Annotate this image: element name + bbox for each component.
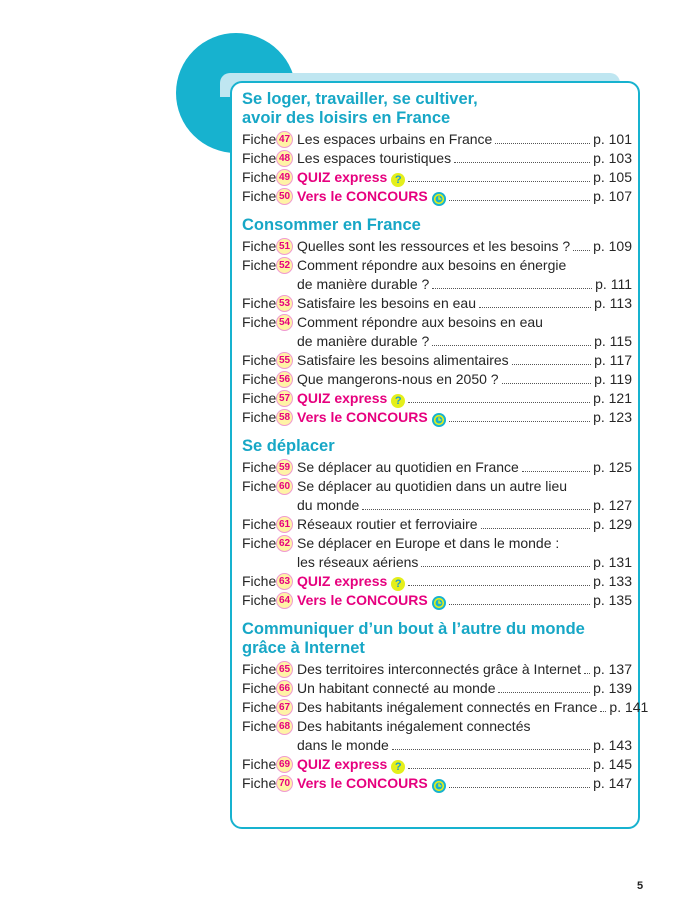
- section-title: Consommer en France: [242, 216, 421, 234]
- page-reference: p. 101: [593, 131, 632, 147]
- fiche-label: Fiche: [242, 775, 277, 791]
- toc-entry[interactable]: [242, 515, 632, 534]
- page-reference: p. 111: [595, 276, 632, 292]
- toc-entry[interactable]: [242, 698, 649, 717]
- fiche-number-badge: 61: [276, 516, 293, 533]
- fiche-title: Se déplacer en Europe et dans le monde :: [297, 535, 560, 551]
- fiche-title: de manière durable ?: [297, 276, 430, 292]
- fiche-number-badge: 53: [276, 295, 293, 312]
- page-reference: p. 119: [594, 371, 632, 387]
- fiche-title: Que mangerons-nous en 2050 ?: [297, 371, 499, 387]
- fiche-title: de manière durable ?: [297, 333, 430, 349]
- fiche-label: Fiche: [242, 478, 277, 494]
- fiche-number-badge: 68: [276, 718, 293, 735]
- toc-entry[interactable]: [242, 534, 632, 572]
- fiche-number-badge: 69: [276, 756, 293, 773]
- fiche-number-badge: 65: [276, 661, 293, 678]
- fiche-title: Des territoires interconnectés grâce à Internet: [297, 661, 582, 677]
- fiche-label: Fiche: [242, 680, 277, 696]
- section-title: avoir des loisirs en France: [242, 109, 451, 127]
- fiche-title: Des habitants inégalement connectés: [297, 718, 531, 734]
- toc-entry[interactable]: [242, 591, 632, 610]
- dot-leader: [449, 787, 590, 788]
- fiche-label: Fiche: [242, 699, 277, 715]
- fiche-label: Fiche: [242, 718, 277, 734]
- toc-entry[interactable]: [242, 149, 632, 168]
- section-title: Se déplacer: [242, 437, 335, 455]
- fiche-title: dans le monde: [297, 737, 389, 753]
- toc-entry[interactable]: [242, 774, 632, 793]
- toc-entry[interactable]: [242, 237, 632, 256]
- toc-section: [242, 216, 632, 427]
- dot-leader: [449, 200, 590, 201]
- toc-entry[interactable]: [242, 187, 632, 206]
- toc-entry[interactable]: [242, 660, 632, 679]
- fiche-label: Fiche: [242, 459, 277, 475]
- fiche-label: Fiche: [242, 409, 277, 425]
- dot-leader: [502, 383, 592, 384]
- fiche-label: Fiche: [242, 661, 277, 677]
- page-reference: p. 115: [594, 333, 632, 349]
- dot-leader: [392, 749, 590, 750]
- dot-leader: [449, 604, 590, 605]
- dot-leader: [512, 364, 591, 365]
- page-reference: p. 147: [593, 775, 632, 791]
- page-reference: p. 117: [594, 352, 632, 368]
- quiz-express-title: QUIZ express: [297, 390, 388, 406]
- fiche-title: Des habitants inégalement connectés en France: [297, 699, 598, 715]
- question-mark-icon: ?: [391, 173, 405, 187]
- fiche-label: Fiche: [242, 295, 277, 311]
- fiche-label: Fiche: [242, 516, 277, 532]
- dot-leader: [421, 566, 590, 567]
- toc-entry[interactable]: [242, 717, 632, 755]
- fiche-number-badge: 70: [276, 775, 293, 792]
- fiche-number-badge: 63: [276, 573, 293, 590]
- concours-title: Vers le CONCOURS: [297, 409, 428, 425]
- fiche-title: Satisfaire les besoins en eau: [297, 295, 476, 311]
- dot-leader: [408, 585, 590, 586]
- quiz-express-title: QUIZ express: [297, 169, 388, 185]
- fiche-title: Se déplacer au quotidien en France: [297, 459, 519, 475]
- fiche-label: Fiche: [242, 169, 277, 185]
- fiche-number-badge: 60: [276, 478, 293, 495]
- fiche-number-badge: 59: [276, 459, 293, 476]
- fiche-number-badge: 64: [276, 592, 293, 609]
- dot-leader: [449, 421, 590, 422]
- page-reference: p. 129: [593, 516, 632, 532]
- toc-entry[interactable]: [242, 477, 632, 515]
- section-title: Communiquer d’un bout à l’autre du monde: [242, 620, 585, 638]
- fiche-number-badge: 55: [276, 352, 293, 369]
- toc-section: [242, 90, 632, 206]
- page-reference: p. 105: [593, 169, 632, 185]
- dot-leader: [432, 345, 591, 346]
- dot-leader: [584, 673, 590, 674]
- toc-entry[interactable]: [242, 256, 632, 294]
- quiz-express-title: QUIZ express: [297, 573, 388, 589]
- toc-entry[interactable]: [242, 313, 632, 351]
- dot-leader: [522, 471, 590, 472]
- toc-entry[interactable]: [242, 458, 632, 477]
- page-reference: p. 121: [593, 390, 632, 406]
- fiche-label: Fiche: [242, 238, 277, 254]
- fiche-number-badge: 67: [276, 699, 293, 716]
- dot-leader: [495, 143, 590, 144]
- fiche-number-badge: 51: [276, 238, 293, 255]
- toc-entry[interactable]: [242, 130, 632, 149]
- fiche-title: Satisfaire les besoins alimentaires: [297, 352, 509, 368]
- dot-leader: [498, 692, 590, 693]
- fiche-label: Fiche: [242, 573, 277, 589]
- question-mark-icon: ?: [391, 394, 405, 408]
- fiche-number-badge: 52: [276, 257, 293, 274]
- toc-entry[interactable]: [242, 294, 632, 313]
- page-reference: p. 127: [593, 497, 632, 513]
- fiche-number-badge: 48: [276, 150, 293, 167]
- page-reference: p. 125: [593, 459, 632, 475]
- fiche-title: Réseaux routier et ferroviaire: [297, 516, 478, 532]
- fiche-label: Fiche: [242, 188, 277, 204]
- dot-leader: [479, 307, 591, 308]
- page-reference: p. 145: [593, 756, 632, 772]
- fiche-title: Les espaces touristiques: [297, 150, 452, 166]
- toc-entry[interactable]: [242, 755, 632, 774]
- fiche-label: Fiche: [242, 390, 277, 406]
- dot-leader: [454, 162, 590, 163]
- dot-leader: [481, 528, 591, 529]
- page-reference: p. 135: [593, 592, 632, 608]
- dot-leader: [362, 509, 590, 510]
- page-reference: p. 123: [593, 409, 632, 425]
- fiche-title: Un habitant connecté au monde: [297, 680, 496, 696]
- fiche-label: Fiche: [242, 131, 277, 147]
- toc-entry[interactable]: [242, 389, 632, 408]
- dot-leader: [408, 768, 590, 769]
- fiche-label: Fiche: [242, 352, 277, 368]
- page-reference: p. 143: [593, 737, 632, 753]
- section-title: Se loger, travailler, se cultiver,: [242, 90, 478, 108]
- dot-leader: [600, 711, 606, 712]
- page-reference: p. 131: [593, 554, 632, 570]
- page-number: 5: [637, 880, 644, 892]
- dot-leader: [573, 250, 590, 251]
- fiche-label: Fiche: [242, 535, 277, 551]
- fiche-number-badge: 47: [276, 131, 293, 148]
- page-reference: p. 141: [609, 699, 649, 715]
- fiche-number-badge: 66: [276, 680, 293, 697]
- question-mark-icon: ?: [391, 760, 405, 774]
- fiche-number-badge: 50: [276, 188, 293, 205]
- fiche-number-badge: 58: [276, 409, 293, 426]
- toc-entry[interactable]: [242, 408, 632, 427]
- page-reference: p. 133: [593, 573, 632, 589]
- fiche-label: Fiche: [242, 150, 277, 166]
- fiche-title: Les espaces urbains en France: [297, 131, 493, 147]
- clock-icon: [432, 413, 446, 427]
- fiche-number-badge: 54: [276, 314, 293, 331]
- fiche-title: Comment répondre aux besoins en énergie: [297, 257, 567, 273]
- concours-title: Vers le CONCOURS: [297, 775, 428, 791]
- fiche-label: Fiche: [242, 257, 277, 273]
- fiche-number-badge: 56: [276, 371, 293, 388]
- concours-title: Vers le CONCOURS: [297, 188, 428, 204]
- fiche-label: Fiche: [242, 756, 277, 772]
- toc-entry[interactable]: [242, 351, 632, 370]
- fiche-title: Comment répondre aux besoins en eau: [297, 314, 543, 330]
- toc-section: [242, 437, 632, 610]
- dot-leader: [408, 402, 590, 403]
- page-reference: p. 107: [593, 188, 632, 204]
- page-reference: p. 109: [593, 238, 632, 254]
- page-reference: p. 139: [593, 680, 632, 696]
- dot-leader: [432, 288, 592, 289]
- fiche-label: Fiche: [242, 371, 277, 387]
- fiche-title: Quelles sont les ressources et les besoins ?: [297, 238, 571, 254]
- fiche-label: Fiche: [242, 592, 277, 608]
- page-reference: p. 113: [594, 295, 632, 311]
- fiche-number-badge: 57: [276, 390, 293, 407]
- fiche-number-badge: 49: [276, 169, 293, 186]
- fiche-label: Fiche: [242, 314, 277, 330]
- fiche-title: les réseaux aériens: [297, 554, 419, 570]
- toc-entry[interactable]: [242, 572, 632, 591]
- table-of-contents: [242, 90, 649, 793]
- page-reference: p. 137: [593, 661, 632, 677]
- toc-entry[interactable]: [242, 370, 632, 389]
- fiche-title: du monde: [297, 497, 360, 513]
- toc-entry[interactable]: [242, 679, 632, 698]
- toc-section: [242, 620, 649, 793]
- page-reference: p. 103: [593, 150, 632, 166]
- toc-entry[interactable]: [242, 168, 632, 187]
- clock-icon: [432, 192, 446, 206]
- clock-icon: [432, 779, 446, 793]
- concours-title: Vers le CONCOURS: [297, 592, 428, 608]
- dot-leader: [408, 181, 590, 182]
- question-mark-icon: ?: [391, 577, 405, 591]
- clock-icon: [432, 596, 446, 610]
- section-title: grâce à Internet: [242, 639, 365, 657]
- fiche-title: Se déplacer au quotidien dans un autre lieu: [297, 478, 568, 494]
- quiz-express-title: QUIZ express: [297, 756, 388, 772]
- fiche-number-badge: 62: [276, 535, 293, 552]
